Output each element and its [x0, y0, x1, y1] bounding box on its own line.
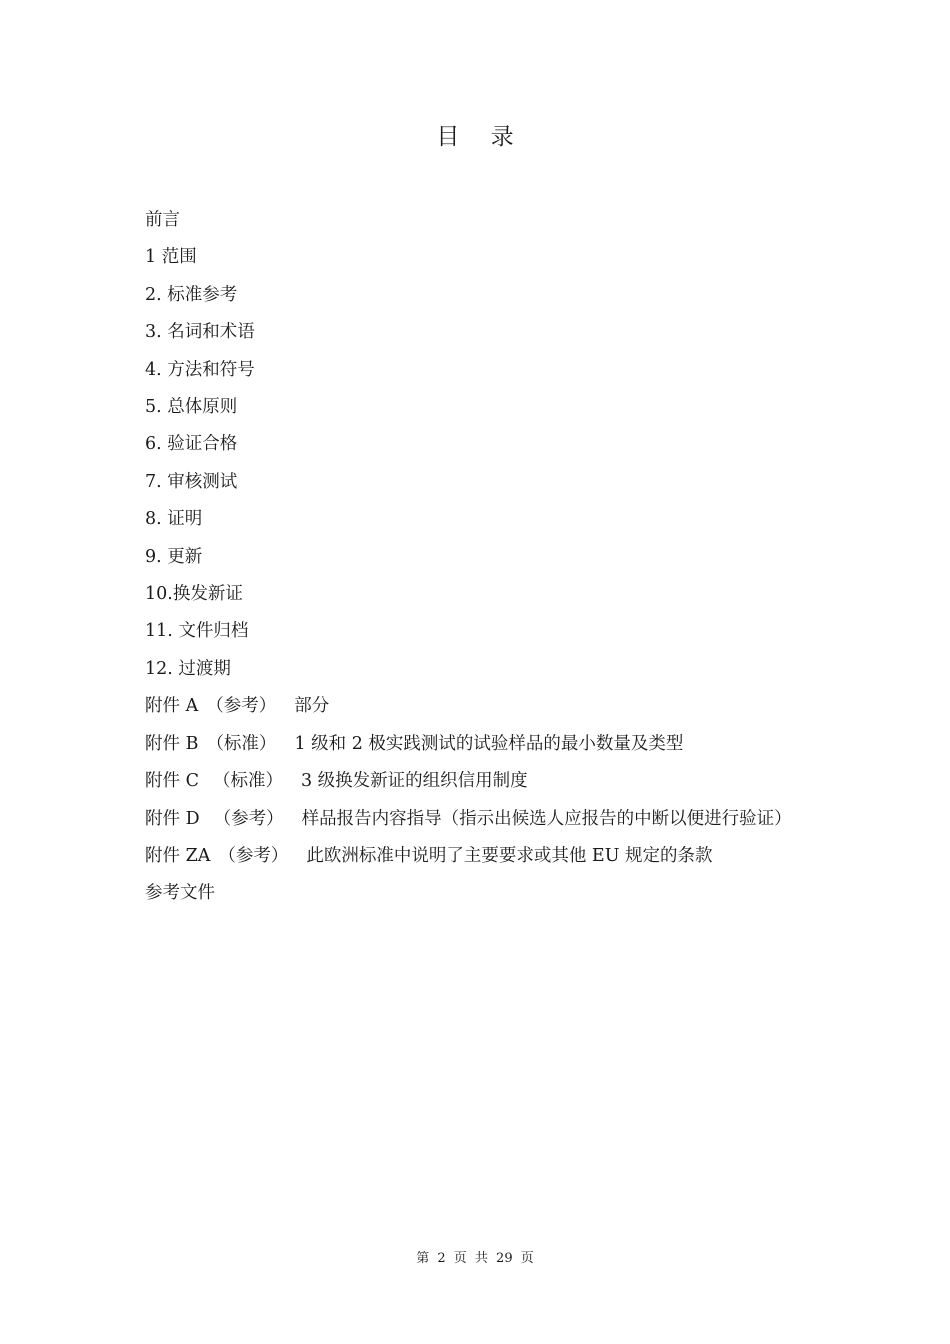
- page-title: 目 录: [436, 124, 526, 150]
- annex-type: （参考）: [206, 696, 277, 717]
- toc-item-certification: 8. 证明: [145, 509, 203, 530]
- annex-label: 附件 B: [145, 733, 199, 754]
- annex-title: 部分: [294, 696, 330, 717]
- annex-type: （参考）: [213, 808, 284, 829]
- toc-item-foreword: 前言: [145, 210, 180, 230]
- toc-annex-c: [145, 763, 815, 800]
- toc-item-renewal: 9. 更新: [145, 546, 203, 567]
- annex-label: 附件 D: [145, 808, 200, 829]
- toc-item-bibliography: 参考文件: [145, 883, 215, 904]
- toc-item-methods-symbols: 4. 方法和符号: [145, 359, 255, 380]
- annex-label: 附件 ZA: [145, 845, 211, 866]
- toc-item-normative-references: 2. 标准参考: [145, 284, 238, 305]
- annex-title: 1 级和 2 极实践测试的试验样品的最小数量及类型: [294, 733, 684, 754]
- annex-title: 此欧洲标准中说明了主要要求或其他 EU 规定的条款: [306, 845, 713, 866]
- annex-title: 样品报告内容指导（指示出候选人应报告的中断以便进行验证）: [301, 808, 792, 829]
- toc-item-recertification: 10.换发新证: [145, 584, 243, 605]
- toc-item-terms: 3. 名词和术语: [145, 322, 255, 343]
- table-of-contents: [145, 202, 815, 913]
- toc-annex-b: [145, 726, 815, 763]
- toc-item-qualification: 6. 验证合格: [145, 434, 238, 455]
- toc-item-audit-test: 7. 审核测试: [145, 471, 238, 492]
- toc-annex-za: [145, 838, 815, 875]
- annex-type: （参考）: [218, 845, 289, 866]
- annex-label: 附件 C: [145, 771, 199, 792]
- annex-type: （标准）: [206, 733, 277, 754]
- annex-label: 附件 A: [145, 696, 199, 717]
- toc-item-document-archive: 11. 文件归档: [145, 621, 249, 642]
- annex-title: 3 级换发新证的组织信用制度: [300, 771, 528, 792]
- page-number-footer: 第 2 页 共 29 页: [416, 1251, 534, 1266]
- toc-item-scope: 1 范围: [145, 247, 197, 268]
- annex-type: （标准）: [212, 771, 283, 792]
- toc-item-transition-period: 12. 过渡期: [145, 658, 231, 679]
- toc-annex-a: [145, 688, 815, 725]
- toc-item-general-principles: 5. 总体原则: [145, 397, 238, 418]
- toc-annex-d: [145, 801, 815, 838]
